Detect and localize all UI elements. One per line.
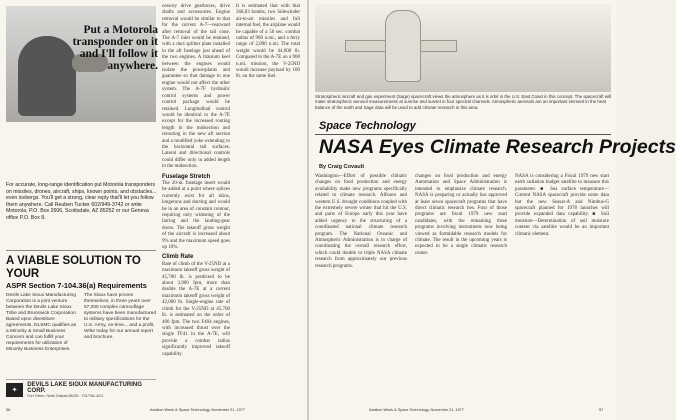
company-logo <box>6 379 156 398</box>
section-label: Space Technology <box>319 120 416 132</box>
page-footer: Aviation Week & Space Technology, November 21, 1977 <box>150 408 245 412</box>
article-column <box>162 4 230 410</box>
column-text: The 20-in. fuselage insert would be added at a point where splices currently exist for all skins, longerons and ducting and would be in an area of constant contour, requiring only widening of the fairing and the landing-gear doors. The takeoff gross weight of the aircraft is increased about 9% and the maximum speed goes up 10%. <box>162 180 230 251</box>
article-column: NASA is considering a Fiscal 1979 new start earth radiation budget satellite to measure this parameter. ■ Sea surface temperature—Current NASA spacecraft provide some data but the new Seasat-A and Nimbus-G spacecraft planned for 1978 launches will provide expanded data capability. ■ Soil moisture—Determination of soil moisture content via satellite would be an important climatic element. <box>515 174 609 237</box>
ad-body: For accurate, long-range identification put Motorola transponders on missiles, drones, aircraft, ships, known points, and obstacles... even icebergs. You'll get a strong, clear reply that'll let you follow them anywhere. Call Reuben Tucker 602/949-3742 or write Motorola, P.O. Box 2606, Scottsdale, AZ 85252 or our Geneva office P.O. Box 8. <box>6 182 157 221</box>
spacecraft-photo <box>315 4 611 92</box>
subhead: Climb Rate <box>162 254 194 261</box>
article-column: changes on food production and energy Automation and Space Administration is intended to emphasize climate research. NASA is preparing or actually has approved at least seven spacecraft programs that have direct climatic research ties. Four of those programs are fiscal 1979 new start candidates, with the remaining three programs involving instruments now being viewed as formidable research models for climate. The result in the upcoming years is expected to be a single climatic research center. <box>415 174 507 256</box>
article-column: Washington—Effort of possible climatic changes on food production and energy availability make new programs specifically related to climate research. Alfsuon and western U.S. drought conditions coupled with the extremely severe winter that hit the U.S. and parts of Europe early this year have added urgency to the structuring of a coordinated national climate research program. The National Oceanic and Atmospheric Administration is in charge of coordinating the overall research effort, which could double or triple NASA climate research from approximately our previous research programs. <box>315 174 407 269</box>
divider <box>315 134 611 135</box>
column-text: cessory drive gearboxes, drive shafts and accessories. Engine removal would be similar to that for the current A-7—rearward after removal of the tail cone. The A-7 inlet would be retained, with a duct splitter plate installed in the aft fuselage just ahead of the two engines. A titanium keel between the engines would isolate the powerplants and guarantee so that damage to one engine would not affect the other system. The A-7F hydraulic control systems and power control package would be retained. Longitudinal control would be identical to the A-7E except for the increased routing length in the midsection and rerouting in the new aft section and a modified yoke extending to the horizontal tail surfaces. Lateral and directional controls could differ only in added length in the midsection. <box>162 4 230 170</box>
ad-headline: A VIABLE SOLUTION TO YOUR <box>6 255 141 280</box>
sioux-ad <box>6 250 156 409</box>
tribal-logo-icon: ✦ <box>6 383 23 397</box>
ad-subhead: ASPR Section 7-104.36(a) Requirements <box>6 281 147 290</box>
ad-column: The Sioux have proven themselves, in three years over 57,000 complex camouflage systems have been manufactured to military specifications for the U.S. Army, on-time... and a profit. Write today for our annual report and brochure. <box>84 293 156 340</box>
column-text: It is estimated that with that 368,83 bombs, two Sidewinder air-to-air missiles and full internal fuel, the airplane would be capable of a 56 sec. combat radius of 900 n.mi., and a ferry range of 2,890 n.mi. The total weight would be 44,000 lb. Compared to the A-7E on a 900 n.mi. mission, the V-25ND would increase payload by 100 lb. on the same fuel. <box>236 4 301 80</box>
ad-headline: Put a Motorola transponder on it and I'll follow it anywhere. <box>72 24 158 72</box>
ad-column: Devils Lake Sioux Manufacturing Corporation is a joint venture between the Devils Lake Sioux Tribe and Brunswick Corporation. Based upon divestiture agreements, DLSMC qualifies as a Minority & Small Business Concern and can fulfill your requirements for utilization of Minority Business Enterprises. <box>6 293 78 352</box>
subhead: Fuselage Stretch <box>162 173 211 180</box>
byline: By Craig Covault <box>319 164 365 170</box>
left-page <box>0 0 307 420</box>
article-column <box>236 4 300 410</box>
spacecraft-figure <box>385 10 421 82</box>
company-name: DEVILS LAKE SIOUX MANUFACTURING CORP. <box>27 382 142 394</box>
column-text: Rate of climb of the V-25ND at a maximum takeoff gross weight of 45,700 lb. is predicted to be about 3,900 fpm, more than double the A-7E at a current maximum takeoff gross weight of 42,000 lb. Single-engine rate of climb for the V-25ND at 45,700 lb. is estimated on the order of 400 fpm. The two F404 engines, with increased thrust over the single TF41 in the A-7E, will provide a combat radius significantly improved takeoff capability. <box>162 261 230 357</box>
motorola-ad <box>6 6 156 244</box>
page-number: 56 <box>6 408 11 412</box>
photo-caption: Stratospheric aircraft and gas experiment (Sage) spacecraft views the atmosphere as it is orbit in the U.S. East Coast in this concept. The spacecraft will make stratospheric aerosol measurements at sunrise and sunset in four spectral channels. Atmospheric aerosols are an important element in the heat balance of the earth and Sage data will be used to add climate research in this area. <box>315 94 611 110</box>
company-address: Fort Totten, North Dakota 58335 · 701/766-4211 <box>27 394 104 398</box>
article-headline: NASA Eyes Climate Research Projects <box>319 136 676 158</box>
page-number: 57 <box>599 408 604 412</box>
right-page <box>309 0 676 420</box>
page-footer: Aviation Week & Space Technology, November 21, 1977 <box>369 408 464 412</box>
